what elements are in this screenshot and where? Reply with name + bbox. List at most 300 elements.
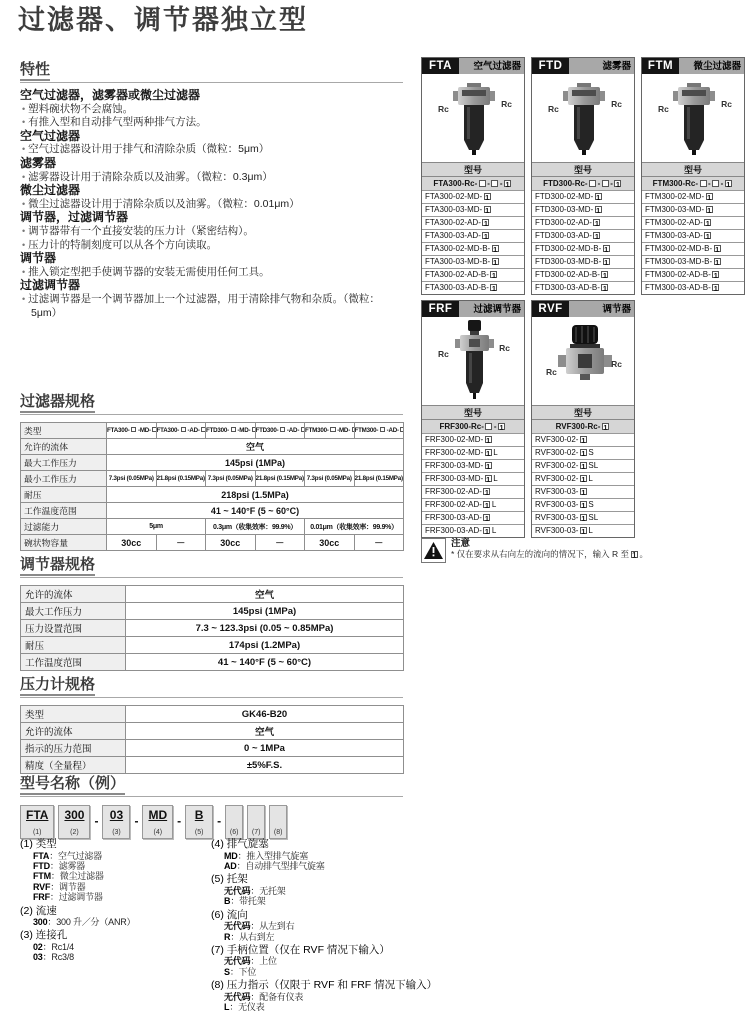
option-box (712, 180, 719, 187)
spec-row (21, 603, 404, 620)
legend-item: FTA：空气过滤器 (33, 850, 103, 861)
gauge-spec-heading: 压力计规格 (20, 673, 403, 698)
spec-value: 41 ~ 140°F (5 ~ 60°C) (126, 654, 404, 671)
product-name: 调节器 (569, 301, 634, 317)
model-list (532, 190, 634, 294)
model-row: FTM300-02-AD- 1 (642, 216, 744, 229)
spec-label: 最大工作压力 (21, 455, 107, 471)
model-row: FRF300-02-MD- 1 L (422, 446, 524, 459)
legend-right-column (211, 836, 466, 1013)
model-pattern: RVF300-Rc- 1 (532, 419, 634, 433)
model-row: FRF300-03-MD- 1 (422, 459, 524, 472)
model-segment-box (269, 805, 287, 839)
product-photo (532, 317, 634, 405)
model-row: RVF300-02- 1 SL (532, 459, 634, 472)
features-list (20, 89, 403, 320)
product-code: FTD (532, 58, 569, 74)
legend-item: RVF：调节器 (33, 881, 86, 892)
option-box-1: 1 (581, 448, 586, 458)
option-box-1: 1 (596, 192, 601, 202)
spec-label: 允许的流体 (21, 439, 107, 455)
spec-row (21, 740, 404, 757)
option-box-1: 1 (581, 500, 586, 510)
spec-value: 7.3psi (0.05MPa) (305, 471, 355, 487)
model-row: RVF300-03- 1 (532, 485, 634, 498)
model-segment-box (185, 805, 213, 839)
model-row: RVF300-02- 1 (532, 433, 634, 446)
model-list (642, 190, 744, 294)
option-box-1: 1 (485, 205, 490, 215)
legend-item: B：带托架 (224, 896, 266, 907)
model-row: FTD300-03-MD-B- 1 (532, 255, 634, 268)
product-photo (642, 74, 744, 162)
model-column-header: 型号 (422, 162, 524, 176)
product-card-rvf (531, 300, 635, 538)
option-box-1: 1 (581, 513, 586, 523)
option-box-1: 1 (705, 218, 710, 228)
spec-label: 工作温度范围 (21, 503, 107, 519)
spec-label: 最大工作压力 (21, 603, 126, 620)
spec-value: GK46-B20 (126, 706, 404, 723)
model-row: FRF300-03-AD- 1 (422, 511, 524, 524)
spec-value: 7.3psi (0.05MPa) (206, 471, 256, 487)
product-name: 过滤调节器 (459, 301, 524, 317)
option-box-1: 1 (484, 487, 489, 497)
product-name: 微尘过滤器 (679, 58, 744, 74)
rc-port-label: Rc (546, 367, 557, 377)
feature-group-title: 过滤调节器 (20, 278, 81, 293)
spec-label: 允许的流体 (21, 586, 126, 603)
legend-item: 无代码：无托架 (224, 885, 286, 896)
option-box (400, 427, 403, 432)
segment-dash: - (177, 814, 182, 828)
features-section (20, 58, 403, 320)
caution-title: 注意 (451, 538, 471, 549)
spec-value: 0.3μm（收集效率：99.9%） (206, 519, 305, 535)
option-box-1: 1 (581, 487, 586, 497)
option-box-1: 1 (707, 192, 712, 202)
model-row: FTD300-02-MD- 1 (532, 190, 634, 203)
filter-spec-section (20, 390, 403, 551)
option-box-1: 1 (603, 422, 608, 432)
model-row: FTM300-02-AD-B- 1 (642, 268, 744, 281)
option-box-1: 1 (486, 474, 491, 484)
segment-number: (1) (32, 829, 42, 836)
spec-row (21, 706, 404, 723)
spec-value: 21.8psi (0.15MPa) (156, 471, 206, 487)
model-row: RVF300-03- 1 L (532, 524, 634, 537)
spec-value: 30cc (107, 535, 157, 551)
feature-bullet: • 滤雾器设计用于清除杂质以及油雾。（微粒：0.3μm） (22, 170, 273, 183)
model-row: FTD300-03-MD- 1 (532, 203, 634, 216)
spec-value: 空气 (126, 586, 404, 603)
product-name: 滤雾器 (569, 58, 634, 74)
spec-row (21, 757, 404, 774)
option-box (330, 427, 335, 432)
model-row: RVF300-02- 1 L (532, 472, 634, 485)
spec-value: ±5%F.S. (126, 757, 404, 774)
spec-label: 压力设置范围 (21, 620, 126, 637)
option-box-1: 1 (499, 422, 504, 432)
model-list (422, 190, 524, 294)
filter-illustration (422, 74, 526, 162)
segment-text: 300 (64, 808, 85, 822)
model-row: FRF300-03-MD- 1 L (422, 472, 524, 485)
model-row: FTA300-02-AD- 1 (422, 216, 524, 229)
model-row: FTD300-02-AD- 1 (532, 216, 634, 229)
bullet-icon: • (22, 239, 26, 250)
legend-item: 无代码：上位 (224, 956, 277, 967)
spec-row (21, 637, 404, 654)
model-row: FRF300-02-MD- 1 (422, 433, 524, 446)
model-list (532, 433, 634, 537)
legend-group-title: (8) 压力指示（仅限于 RVF 和 FRF 情况下输入） (211, 979, 438, 992)
regulator-spec-heading: 调节器规格 (20, 553, 403, 578)
spec-row (21, 723, 404, 740)
spec-value: 0.01μm（收集效率：99.9%） (305, 519, 404, 535)
feature-bullet: • 有推入型和自动排气型两种排气方法。 (22, 116, 207, 129)
model-pattern: FTM300-Rc- - - 1 (642, 176, 744, 190)
option-box-1: 1 (602, 283, 607, 293)
legend-group-title: (6) 流向 (211, 908, 248, 921)
spec-value: 41 ~ 140°F (5 ~ 60°C) (107, 503, 404, 519)
option-box-1: 1 (493, 257, 498, 267)
rc-port-label: Rc (438, 349, 449, 359)
spec-label: 类型 (21, 423, 107, 439)
option-box (380, 427, 385, 432)
bullet-icon: • (22, 144, 26, 155)
spec-value: 空气 (126, 723, 404, 740)
model-row: FRF300-02-AD- 1 (422, 485, 524, 498)
spec-label: 碗状物容量 (21, 535, 107, 551)
legend-item: 02：Rc1/4 (33, 941, 74, 952)
option-box (301, 427, 305, 432)
option-box-1: 1 (493, 244, 498, 254)
model-row: FTD300-03-AD- 1 (532, 229, 634, 242)
spec-value: 174psi (1.2MPa) (126, 637, 404, 654)
feature-bullet: • 调节器带有一个直接安装的压力计（紧密结构）。 (22, 224, 254, 237)
option-box-1: 1 (483, 231, 488, 241)
product-card-ftm (641, 57, 745, 295)
option-box (700, 180, 707, 187)
option-box-1: 1 (707, 205, 712, 215)
product-name: 空气过滤器 (459, 58, 524, 74)
option-box-1: 1 (596, 205, 601, 215)
option-box-1: 1 (604, 244, 609, 254)
option-box (485, 423, 492, 430)
product-card-ftd (531, 57, 635, 295)
model-segment-box (247, 805, 265, 839)
spec-type-cell: FTA300- -AD- (156, 423, 206, 439)
option-box (491, 180, 498, 187)
option-box-1: 1 (486, 461, 491, 471)
spec-label: 工作温度范围 (21, 654, 126, 671)
bullet-icon: • (22, 266, 26, 277)
rc-port-label: Rc (548, 104, 559, 114)
option-box-1: 1 (713, 283, 718, 293)
spec-label: 精度（全量程） (21, 757, 126, 774)
spec-value: 7.3 ~ 123.3psi (0.05 ~ 0.85MPa) (126, 620, 404, 637)
spec-row (21, 620, 404, 637)
option-box (280, 427, 285, 432)
model-pattern: FRF300-Rc- - 1 (422, 419, 524, 433)
segment-dash: - (217, 814, 222, 828)
feature-group-title: 调节器，过滤调节器 (20, 210, 129, 225)
legend-item: FTD：滤雾器 (33, 860, 86, 871)
spec-type-cell: FTD300- -MD- (206, 423, 256, 439)
product-code: FTA (422, 58, 459, 74)
option-box-1: 1 (484, 500, 489, 510)
model-segment-box (225, 805, 243, 839)
option-box-1: 1 (594, 231, 599, 241)
legend-item: 03：Rc3/8 (33, 952, 74, 963)
segment-text: B (194, 808, 204, 822)
rc-port-label: Rc (658, 104, 669, 114)
segment-number: (4) (153, 829, 163, 836)
feature-group-title: 微尘过滤器 (20, 183, 81, 198)
segment-text: MD (148, 808, 168, 822)
option-box-1: 1 (705, 231, 710, 241)
spec-value: 218psi (1.5MPa) (107, 487, 404, 503)
spec-label: 允许的流体 (21, 723, 126, 740)
legend-item: 无代码：配备有仪表 (224, 991, 304, 1002)
option-box-1: 1 (486, 435, 491, 445)
filter-spec-heading: 过滤器规格 (20, 390, 403, 415)
legend-item: S：下位 (224, 966, 257, 977)
model-row: FTA300-02-AD-B- 1 (422, 268, 524, 281)
feature-group-title: 空气过滤器，滤雾器或微尘过滤器 (20, 88, 201, 102)
spec-value: 5μm (107, 519, 206, 535)
spec-value: 21.8psi (0.15MPa) (354, 471, 404, 487)
spec-value: 0 ~ 1MPa (126, 740, 404, 757)
spec-value: 145psi (1MPa) (126, 603, 404, 620)
model-row: RVF300-02- 1 S (532, 446, 634, 459)
page-title: 过滤器、调节器独立型 (18, 5, 308, 35)
segment-number: (6) (229, 829, 239, 836)
product-card-frf (421, 300, 525, 538)
bullet-icon: • (22, 117, 26, 128)
model-segments (20, 805, 440, 839)
legend-item: R：从右到左 (224, 931, 275, 942)
filter-regulator-illustration (422, 317, 526, 405)
bullet-icon: • (22, 198, 26, 209)
model-row: RVF300-03- 1 S (532, 498, 634, 511)
filter-illustration (532, 74, 636, 162)
model-legend (20, 836, 520, 1013)
legend-item: 300：300 升／分（ANR） (33, 917, 136, 928)
rc-port-label: Rc (611, 359, 622, 369)
option-box (231, 427, 236, 432)
legend-item: L：无仪表 (224, 1002, 265, 1013)
model-row: FTM300-03-AD- 1 (642, 229, 744, 242)
legend-item: FRF：过滤调节器 (33, 892, 103, 903)
feature-group-title: 滤雾器 (20, 155, 57, 170)
model-row: FTD300-02-MD-B- 1 (532, 242, 634, 255)
option-box (479, 180, 486, 187)
spec-label: 耐压 (21, 487, 107, 503)
model-row: FRF300-03-AD- 1 L (422, 524, 524, 537)
spec-row (21, 586, 404, 603)
legend-item: AD：自动排气型排气旋塞 (224, 860, 325, 871)
feature-group-title: 空气过滤器 (20, 128, 81, 143)
option-box (589, 180, 596, 187)
model-segment-box (102, 805, 130, 839)
option-box-1: 1 (715, 244, 720, 254)
segment-text: 03 (109, 808, 124, 822)
model-row: FTA300-02-MD-B- 1 (422, 242, 524, 255)
spec-value: 30cc (305, 535, 355, 551)
model-row: FTM300-03-AD-B- 1 (642, 281, 744, 294)
model-row: FTM300-03-MD-B- 1 (642, 255, 744, 268)
rc-port-label: Rc (499, 343, 510, 353)
spec-type-cell: FTA300- -MD- (107, 423, 157, 439)
model-column-header: 型号 (422, 405, 524, 419)
spec-label: 过滤能力 (21, 519, 107, 535)
option-box (152, 427, 156, 432)
option-box (131, 427, 136, 432)
feature-bullet: • 过滤调节器是一个调节器加上一个过滤器，用于清除排气物和杂质。（微粒：5μm） (22, 292, 380, 319)
spec-value: － (255, 535, 305, 551)
model-pattern: FTA300-Rc- - - 1 (422, 176, 524, 190)
model-column-header: 型号 (642, 162, 744, 176)
option-box-1: 1 (581, 435, 586, 445)
model-row: FTD300-02-AD-B- 1 (532, 268, 634, 281)
legend-item: 无代码：从左到右 (224, 921, 295, 932)
option-box-1: 1 (486, 448, 491, 458)
legend-group-title: (7) 手柄位置（仅在 RVF 情况下输入） (211, 943, 390, 956)
option-box-1: 1 (604, 257, 609, 267)
spec-type-cell: FTD300- -AD- (255, 423, 305, 439)
model-row: FTA300-02-MD- 1 (422, 190, 524, 203)
regulator-spec-table (20, 585, 404, 671)
option-box-1: 1 (602, 270, 607, 280)
spec-label: 类型 (21, 706, 126, 723)
product-code: FTM (642, 58, 679, 74)
legend-group-title: (5) 托架 (211, 873, 248, 886)
spec-label: 耐压 (21, 637, 126, 654)
segment-dash: - (134, 814, 139, 828)
legend-left-column (20, 836, 210, 963)
model-row: FTM300-02-MD- 1 (642, 190, 744, 203)
rc-port-label: Rc (721, 99, 732, 109)
bullet-icon: • (22, 225, 26, 236)
gauge-spec-table (20, 705, 404, 774)
product-photo (422, 317, 524, 405)
option-box-1: 1 (484, 526, 489, 536)
option-box-1: 1 (485, 192, 490, 202)
spec-value: 145psi (1MPa) (107, 455, 404, 471)
option-box-1: 1 (505, 179, 510, 189)
option-box-1: 1 (632, 550, 637, 560)
spec-value: 30cc (206, 535, 256, 551)
legend-group-title: (3) 连接孔 (20, 929, 68, 942)
product-code: FRF (422, 301, 459, 317)
option-box-1: 1 (615, 179, 620, 189)
model-row: FTA300-03-AD- 1 (422, 229, 524, 242)
caution-text: * 仅在要求从右向左的流向的情况下，输入 R 至 1 。 (451, 549, 648, 560)
model-row: FTM300-03-MD- 1 (642, 203, 744, 216)
model-row: FTM300-02-MD-B- 1 (642, 242, 744, 255)
spec-value: 7.3psi (0.05MPa) (107, 471, 157, 487)
option-box-1: 1 (581, 474, 586, 484)
legend-item: MD：推入型排气旋塞 (224, 850, 309, 861)
segment-number: (8) (273, 829, 283, 836)
model-row: FTD300-03-AD-B- 1 (532, 281, 634, 294)
filter-illustration (642, 74, 746, 162)
model-row: RVF300-03- 1 SL (532, 511, 634, 524)
feature-bullet: • 空气过滤器设计用于排气和清除杂质（微粒：5μm） (22, 143, 270, 156)
option-box (181, 427, 186, 432)
option-box-1: 1 (713, 270, 718, 280)
legend-group-title: (2) 流速 (20, 904, 57, 917)
option-box-1: 1 (715, 257, 720, 267)
gauge-spec-section (20, 673, 403, 774)
model-column-header: 型号 (532, 162, 634, 176)
model-segment-box (142, 805, 173, 839)
features-heading: 特性 (20, 58, 403, 83)
spec-value: 空气 (107, 439, 404, 455)
segment-number: (7) (251, 829, 261, 836)
model-example-section (20, 772, 440, 839)
model-row: FRF300-02-AD- 1 L (422, 498, 524, 511)
option-box-1: 1 (581, 526, 586, 536)
bullet-icon: • (22, 103, 26, 114)
feature-bullet: • 压力计的特制刻度可以从各个方向读取。 (22, 238, 218, 251)
feature-group-title: 调节器 (20, 251, 57, 266)
option-box-1: 1 (491, 283, 496, 293)
spec-type-cell: FTM300- -AD- (354, 423, 404, 439)
spec-value: － (354, 535, 404, 551)
feature-bullet: • 微尘过滤器设计用于清除杂质以及油雾。（微粒：0.01μm） (22, 197, 300, 210)
feature-bullet: • 塑料碗状物不会腐蚀。 (22, 102, 134, 115)
warning-triangle-icon (421, 538, 446, 563)
legend-item: FTM：微尘过滤器 (33, 871, 104, 882)
model-row: FTA300-03-MD- 1 (422, 203, 524, 216)
bullet-icon: • (22, 293, 26, 304)
product-photo (422, 74, 524, 162)
product-photo (532, 74, 634, 162)
model-row: FTA300-03-MD-B- 1 (422, 255, 524, 268)
model-list (422, 433, 524, 537)
spec-value: 21.8psi (0.15MPa) (255, 471, 305, 487)
rc-port-label: Rc (501, 99, 512, 109)
spec-row (21, 654, 404, 671)
rc-port-label: Rc (438, 104, 449, 114)
segment-dash: - (94, 814, 99, 828)
option-box-1: 1 (594, 218, 599, 228)
spec-label: 最小工作压力 (21, 471, 107, 487)
option-box (201, 427, 205, 432)
option-box (602, 180, 609, 187)
rc-port-label: Rc (611, 99, 622, 109)
option-box-1: 1 (581, 461, 586, 471)
model-segment-box (58, 805, 90, 839)
caution-note (421, 538, 741, 563)
bullet-icon: • (22, 171, 26, 182)
segment-number: (5) (194, 829, 204, 836)
model-row: FTA300-03-AD-B- 1 (422, 281, 524, 294)
product-code: RVF (532, 301, 569, 317)
model-segment-box (20, 805, 54, 839)
model-example-heading: 型号名称（例） (20, 772, 403, 797)
segment-text: FTA (26, 808, 49, 822)
regulator-spec-section (20, 553, 403, 671)
spec-label: 指示的压力范围 (21, 740, 126, 757)
spec-type-cell: FTM300- -MD- (305, 423, 355, 439)
option-box-1: 1 (726, 179, 731, 189)
product-card-fta (421, 57, 525, 295)
legend-group-title: (1) 类型 (20, 838, 57, 850)
